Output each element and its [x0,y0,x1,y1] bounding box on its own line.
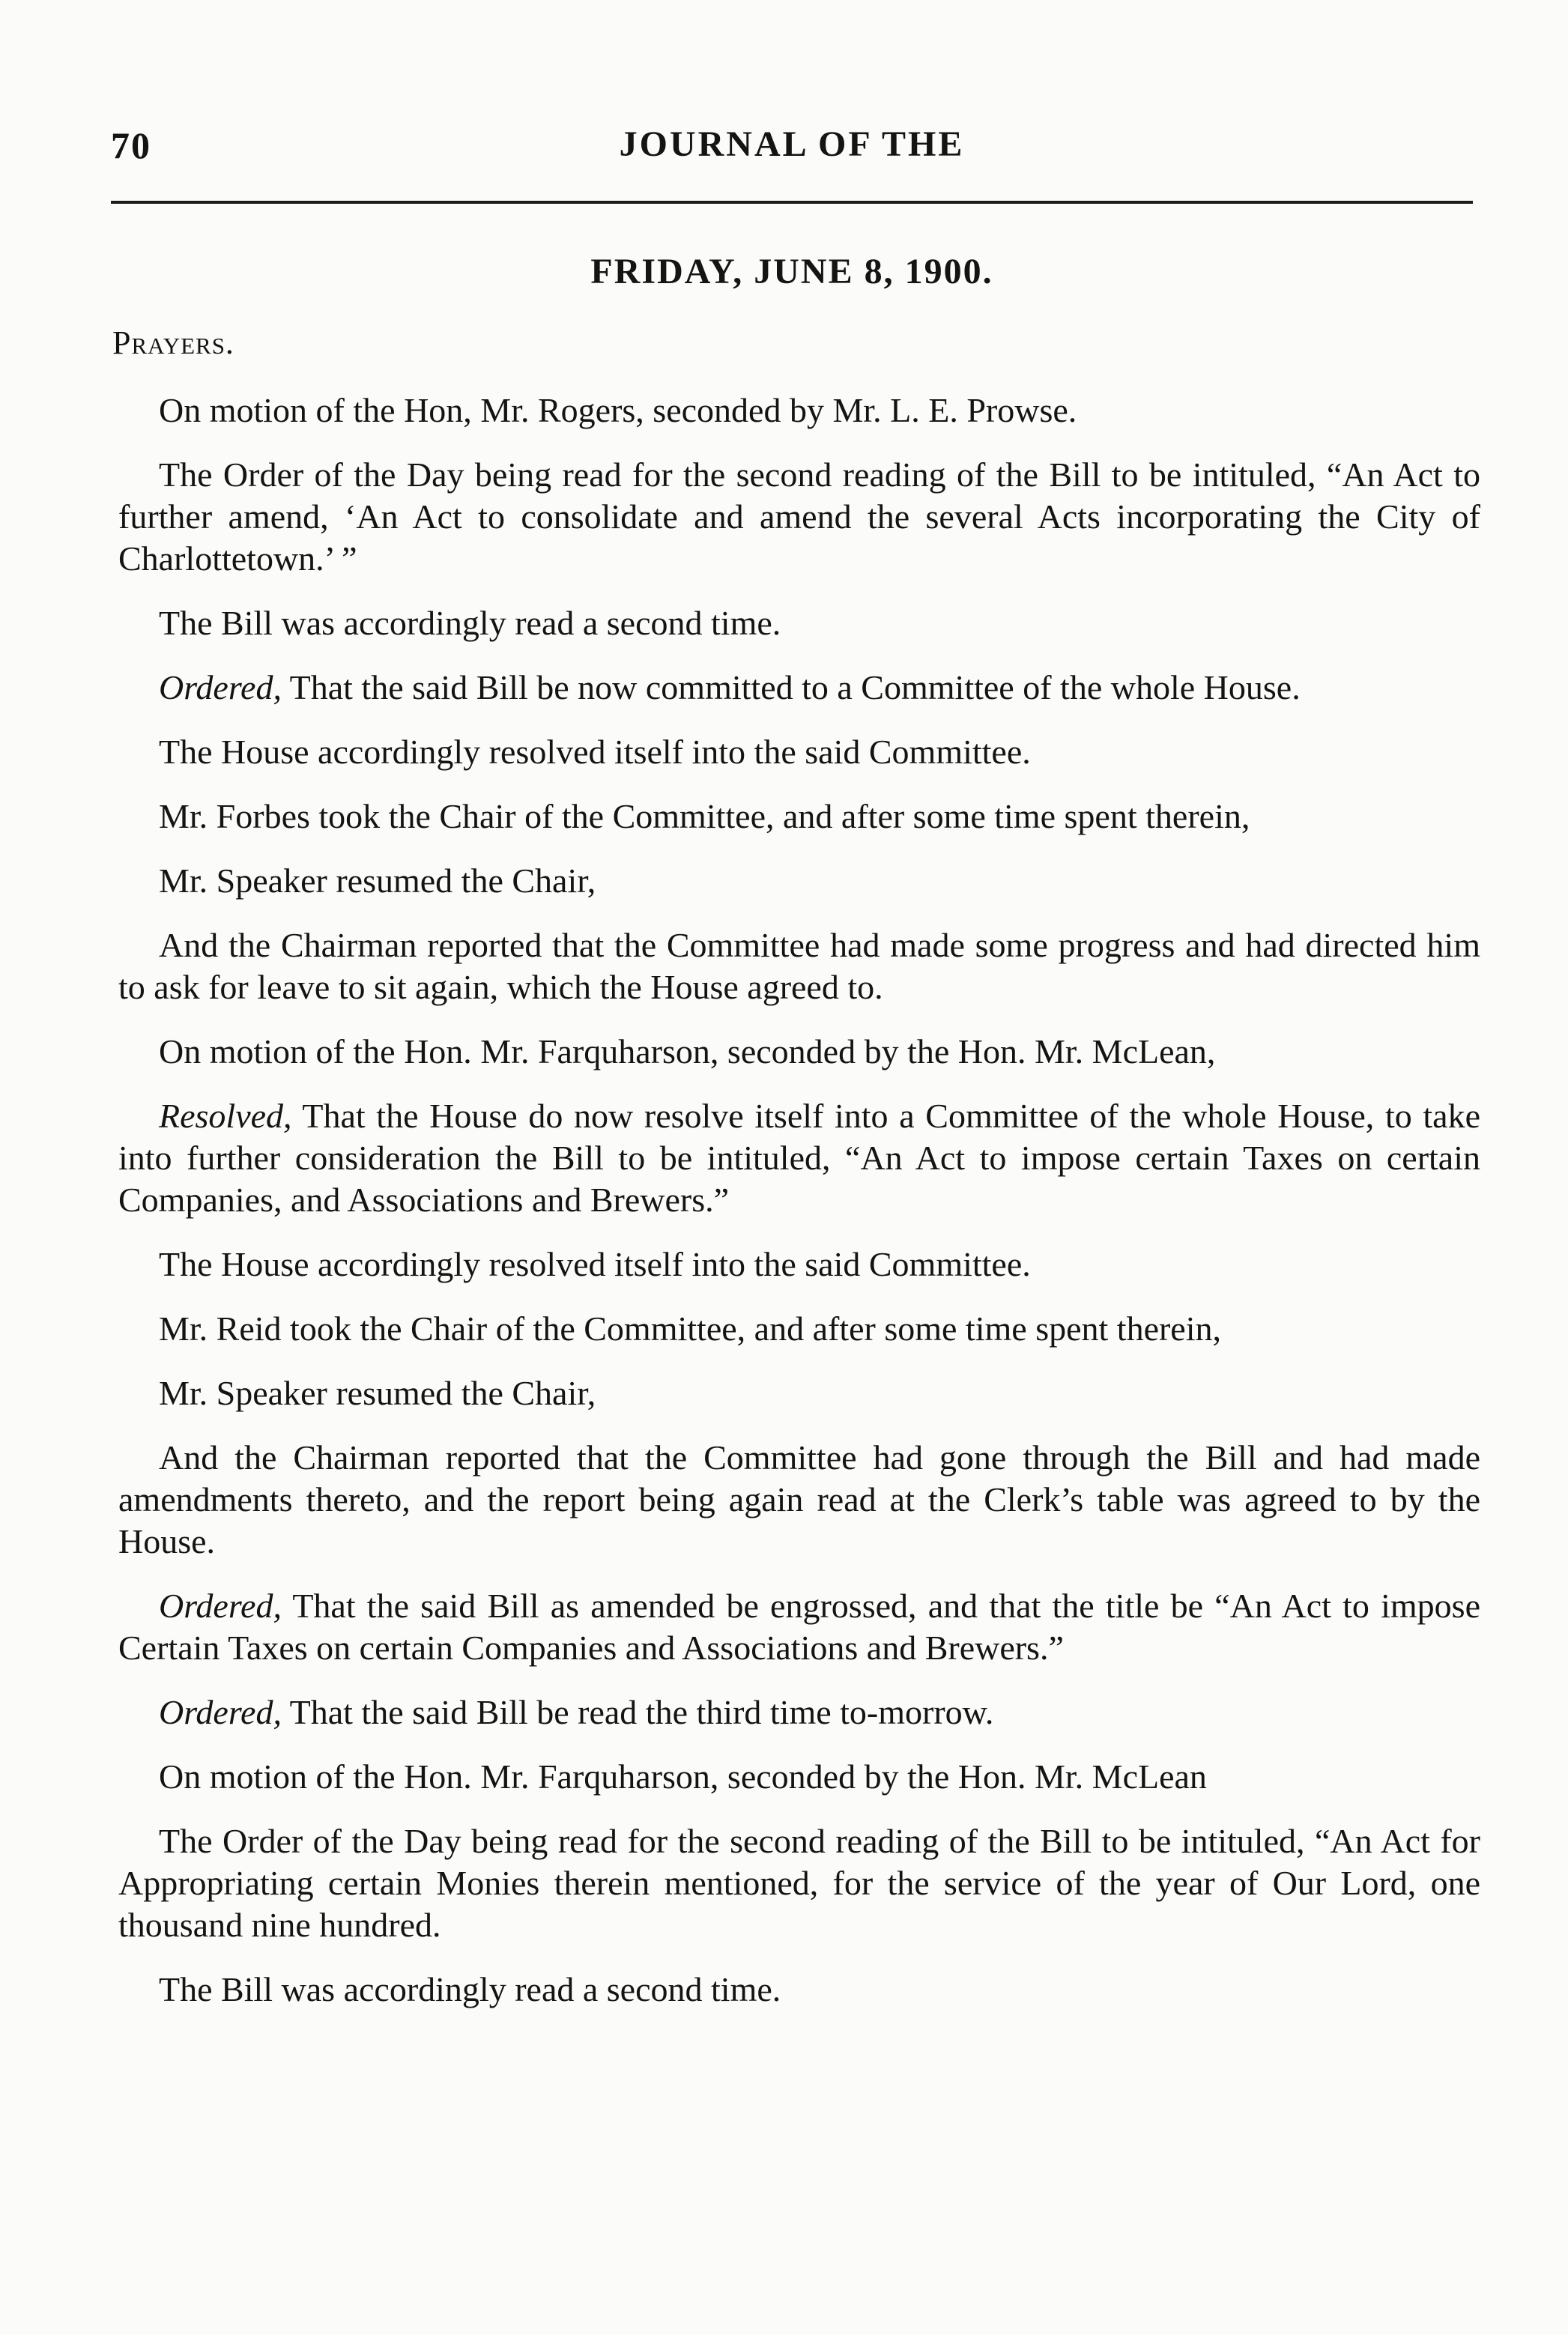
paragraph-text: Mr. Speaker resumed the Chair, [159,861,596,900]
paragraph-lead: Ordered, [159,668,282,706]
journal-paragraph [118,1820,1480,1946]
paragraph-lead: Resolved, [159,1097,292,1135]
paragraph-text: And the Chairman reported that the Committee had made some progress and had directed him to ask for leave to sit again, which the House agreed to. [118,926,1480,1006]
journal-paragraph [118,1308,1480,1350]
paragraph-text: That the said Bill be read the third time to-morrow. [281,1693,994,1731]
paragraph-text: That the House do now resolve itself into a Committee of the whole House, to take into further consideration the Bill to be intituled, “An Act to impose certain Taxes on certain Companies, and Associations and Brewers.” [118,1097,1480,1219]
journal-paragraph [118,1437,1480,1563]
paragraph-text: The Order of the Day being read for the second reading of the Bill to be intituled, “An Act to further amend, ‘An Act to consolidate and amend the several Acts incorporating the City of Charlottetown.’ ” [118,455,1480,578]
paragraph-text: Mr. Speaker resumed the Chair, [159,1374,596,1412]
journal-paragraph [118,1756,1480,1798]
journal-paragraph [118,390,1480,431]
journal-paragraph [118,602,1480,644]
journal-body [118,390,1480,2033]
journal-paragraph [118,1095,1480,1221]
running-title: JOURNAL OF THE [619,124,965,164]
page-header [111,124,1473,176]
paragraph-text: Mr. Reid took the Chair of the Committee, and after some time spent therein, [159,1309,1222,1348]
date-heading: FRIDAY, JUNE 8, 1900. [590,252,993,291]
paragraph-text: Mr. Forbes took the Chair of the Committee, and after some time spent therein, [159,797,1250,835]
journal-paragraph [118,860,1480,902]
page-number: 70 [111,124,151,166]
header-rule [111,201,1473,204]
journal-paragraph [118,1692,1480,1733]
journal-paragraph [118,924,1480,1008]
paragraph-text: On motion of the Hon. Mr. Farquharson, seconded by the Hon. Mr. McLean [159,1757,1207,1796]
paragraph-text: The Bill was accordingly read a second time. [159,604,781,642]
paragraph-text: The House accordingly resolved itself into the said Committee. [159,733,1031,771]
journal-paragraph [118,1969,1480,2011]
journal-paragraph [118,454,1480,580]
paragraph-text: On motion of the Hon, Mr. Rogers, seconded by Mr. L. E. Prowse. [159,391,1077,429]
paragraph-text: That the said Bill as amended be engrossed, and that the title be “An Act to impose Certain Taxes on certain Companies and Associations and Brewers.” [118,1587,1480,1667]
journal-paragraph [118,796,1480,838]
paragraph-text: That the said Bill be now committed to a Committee of the whole House. [281,668,1301,706]
paragraph-text: And the Chairman reported that the Committee had gone through the Bill and had made amendments thereto, and the report being again read at the Clerk’s table was agreed to by the House. [118,1438,1480,1560]
paragraph-text: The House accordingly resolved itself into the said Committee. [159,1245,1031,1283]
journal-paragraph [118,731,1480,773]
journal-paragraph [118,1031,1480,1073]
paragraph-text: The Order of the Day being read for the second reading of the Bill to be intituled, “An Act for Appropriating certain Monies therein mentioned, for the service of the year of Our Lord, one thousand nine hundred. [118,1822,1480,1944]
paragraph-lead: Ordered, [159,1693,282,1731]
journal-paragraph [118,1244,1480,1285]
paragraph-lead: Ordered, [159,1587,282,1625]
section-heading: Prayers. [112,324,234,361]
paragraph-text: The Bill was accordingly read a second time. [159,1970,781,2008]
journal-paragraph [118,1372,1480,1414]
paragraph-text: On motion of the Hon. Mr. Farquharson, seconded by the Hon. Mr. McLean, [159,1032,1216,1070]
journal-paragraph [118,1585,1480,1669]
journal-paragraph [118,667,1480,709]
